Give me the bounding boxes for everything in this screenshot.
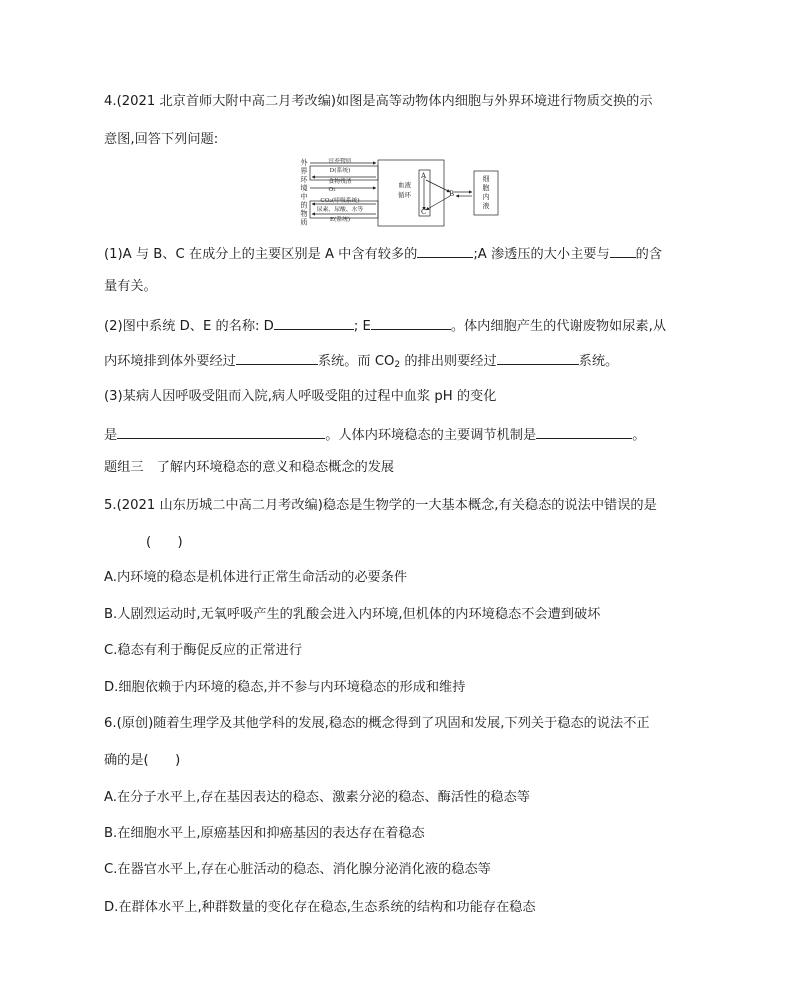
cell-label-1: 胞 xyxy=(482,184,490,192)
left-label-7: 质 xyxy=(300,217,308,227)
blood-label-2: 循环 xyxy=(398,191,411,199)
q5-option-d[interactable]: D.细胞依赖于内环境的稳态,并不参与内环境稳态的形成和维持 xyxy=(104,680,466,695)
q5-answer-paren[interactable]: ( ) xyxy=(146,535,183,550)
answer-blank-urea-system[interactable] xyxy=(236,350,318,365)
answer-blank-d[interactable] xyxy=(274,315,354,330)
cell-label-2: 内 xyxy=(482,193,490,201)
q4-p2-d: 内环境排到体外要经过 xyxy=(104,354,236,369)
q5-option-b[interactable]: B.人剧烈运动时,无氧呼吸产生的乳酸会进入内环境,但机体的内环境稳态不会遭到破坏 xyxy=(104,607,601,622)
q6-option-a[interactable]: A.在分子水平上,存在基因表达的稳态、激素分泌的稳态、酶活性的稳态等 xyxy=(104,790,530,805)
left-label-6: 物 xyxy=(300,209,308,218)
q4-p3-c: 。人体内环境稳态的主要调节机制是 xyxy=(325,428,537,443)
answer-blank-2[interactable] xyxy=(610,243,636,258)
q4-p2-a: (2)图中系统 D、E 的名称: D xyxy=(104,319,274,334)
q4-stem-line1: 4.(2021 北京首师大附中高二月考改编)如图是高等动物体内细胞与外界环境进行物质交换的示 xyxy=(104,94,653,109)
q4-part1-line1 xyxy=(104,243,662,264)
q4-p3-d: 。 xyxy=(632,428,646,443)
label-o2: O₂ xyxy=(328,187,336,193)
label-urea: 尿素、尿酸、水等 xyxy=(316,207,364,213)
diagram-left-label xyxy=(300,158,308,227)
q4-p1-b: ;A 渗透压的大小主要与 xyxy=(473,247,610,262)
cell-label-0: 细 xyxy=(482,175,490,183)
q5-option-a[interactable]: A.内环境的稳态是机体进行正常生命活动的必要条件 xyxy=(104,570,408,585)
co2-subscript: 2 xyxy=(394,360,401,370)
label-d-system: D(系统) xyxy=(329,168,351,174)
exchange-diagram xyxy=(296,158,502,230)
group3-heading: 题组三 了解内环境稳态的意义和稳态概念的发展 xyxy=(104,460,395,475)
answer-blank-e[interactable] xyxy=(371,315,451,330)
label-nutrients: 营养物质 xyxy=(328,158,352,164)
q6-option-d[interactable]: D.在群体水平上,种群数量的变化存在稳态,生态系统的结构和功能存在稳态 xyxy=(104,900,536,915)
q4-p2-c: 。体内细胞产生的代谢废物如尿素,从 xyxy=(450,319,667,334)
answer-blank-ph[interactable] xyxy=(117,424,325,439)
left-label-1: 界 xyxy=(300,166,308,176)
q4-p1-a: (1)A 与 B、C 在成分上的主要区别是 A 中含有较多的 xyxy=(104,247,418,262)
answer-blank-1[interactable] xyxy=(417,243,473,258)
label-b: B xyxy=(449,190,455,198)
left-label-4: 中 xyxy=(300,192,308,201)
q4-p2-e: 系统。而 CO xyxy=(317,354,395,369)
q4-part3-line2 xyxy=(104,424,645,445)
q6-option-c[interactable]: C.在器官水平上,存在心脏活动的稳态、消化腺分泌消化液的稳态等 xyxy=(104,862,491,877)
q6-stem-line1: 6.(原创)随着生理学及其他学科的发展,稳态的概念得到了巩固和发展,下列关于稳态的说法不正 xyxy=(104,716,650,731)
left-label-5: 的 xyxy=(300,200,308,210)
q4-stem-line2: 意图,回答下列问题: xyxy=(104,132,219,147)
q4-p1-c: 的含 xyxy=(635,247,663,262)
q4-part2-line2 xyxy=(104,350,618,374)
label-e-system: E(系统) xyxy=(329,217,351,223)
q6-stem-line2: 确的是( ) xyxy=(104,753,181,768)
blood-label-1: 血液 xyxy=(398,181,411,189)
q4-part2-line1 xyxy=(104,315,666,336)
left-label-2: 环 xyxy=(300,175,308,184)
label-a: A xyxy=(421,172,427,180)
label-c: C xyxy=(421,208,427,216)
q4-p2-g: 系统。 xyxy=(578,354,619,369)
cell-label-3: 液 xyxy=(482,202,490,210)
q4-p2-b: ; E xyxy=(353,319,371,334)
q5-stem: 5.(2021 山东历城二中高二月考改编)稳态是生物学的一大基本概念,有关稳态的说法中错误的是 xyxy=(104,498,657,513)
blood-circulation-box xyxy=(378,160,444,226)
q4-p2-f: 的排出则要经过 xyxy=(400,354,497,369)
left-label-3: 境 xyxy=(300,183,308,193)
q4-p1-d: 量有关。 xyxy=(104,279,157,294)
label-co2: CO₂(呼吸系统) xyxy=(320,198,360,204)
q6-option-b[interactable]: B.在细胞水平上,原癌基因和抑癌基因的表达存在着稳态 xyxy=(104,826,425,841)
answer-blank-co2-system[interactable] xyxy=(497,350,579,365)
left-label-0: 外 xyxy=(300,158,308,167)
q4-p3-b: 是 xyxy=(104,428,118,443)
q5-option-c[interactable]: C.稳态有利于酶促反应的正常进行 xyxy=(104,643,303,658)
label-residue: 食物残渣 xyxy=(328,179,352,185)
answer-blank-mechanism[interactable] xyxy=(536,424,632,439)
q4-p3-a: (3)某病人因呼吸受阻而入院,病人呼吸受阻的过程中血浆 pH 的变化 xyxy=(104,389,497,404)
